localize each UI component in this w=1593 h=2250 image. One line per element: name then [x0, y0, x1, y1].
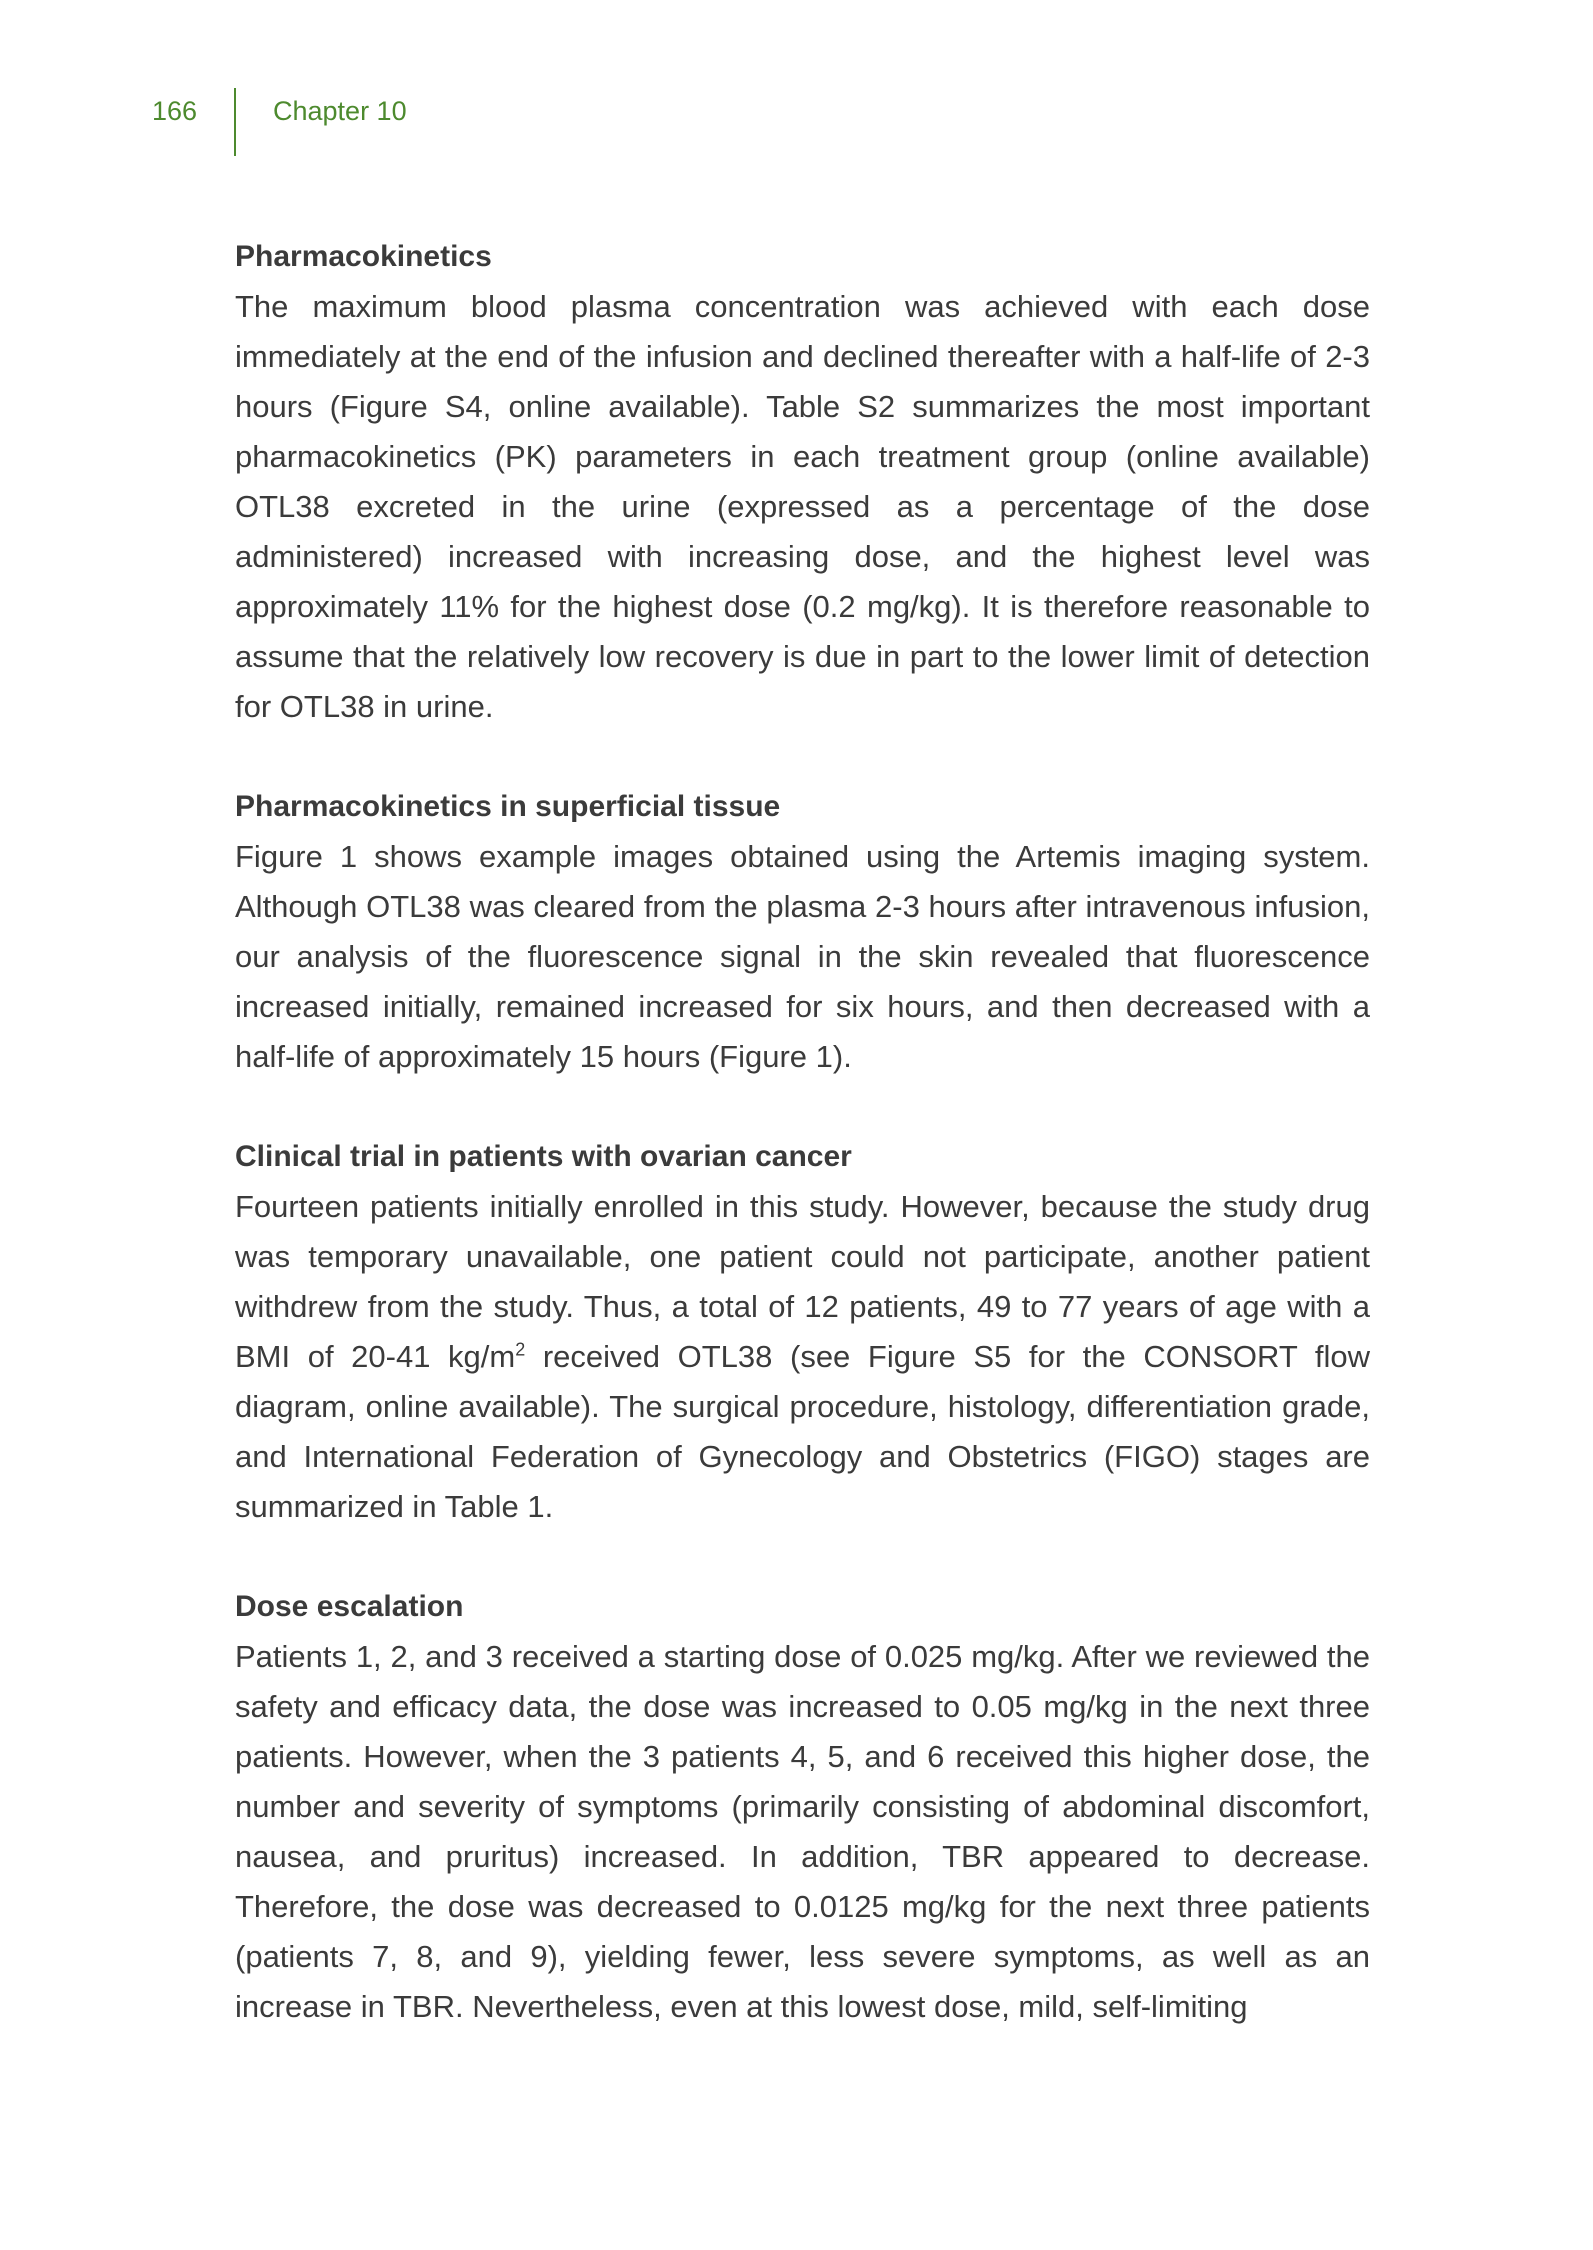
paragraph	[235, 1182, 1370, 1532]
section-clinical-trial	[235, 1132, 1370, 1532]
section-heading: Dose escalation	[235, 1590, 464, 1623]
paragraph-text: Fourteen patients initially enrolled in this study. However, because the study drug was temporary unavailable, one patient could not participate, another patient withdrew from the study. Thus, a total of 12 patients, 49 to 77 years of age with a BMI of 20-41 kg/m	[235, 1189, 1370, 1374]
paragraph-text: received OTL38 (see Figure S5 for the CONSORT flow diagram, online available). The surgical procedure, histology, differentiation grade, and International Federation of Gynecology and Obstetrics (FIGO) stages are summarized in Table 1.	[235, 1339, 1370, 1524]
section-heading: Pharmacokinetics	[235, 240, 492, 273]
section-heading: Pharmacokinetics in superficial tissue	[235, 790, 781, 823]
page-number: 166	[152, 96, 198, 126]
section-dose-escalation	[235, 1582, 1370, 2032]
body-text	[235, 232, 1370, 2082]
chapter-label: Chapter 10	[273, 96, 407, 126]
section-superficial-tissue	[235, 782, 1370, 1082]
paragraph: Patients 1, 2, and 3 received a starting dose of 0.025 mg/kg. After we reviewed the safety and efficacy data, the dose was increased to 0.05 mg/kg in the next three patients. However, when the 3 patients 4, 5, and 6 received this higher dose, the number and severity of symptoms (primarily consisting of abdominal discomfort, nausea, and pruritus) increased. In addition, TBR appeared to decrease. Therefore, the dose was decreased to 0.0125 mg/kg for the next three patients (patients 7, 8, and 9), yielding fewer, less severe symptoms, as well as an increase in TBR. Nevertheless, even at this lowest dose, mild, self-limiting	[235, 1639, 1370, 2024]
paragraph: Figure 1 shows example images obtained using the Artemis imaging system. Although OTL38 was cleared from the plasma 2-3 hours after intravenous infusion, our analysis of the fluorescence signal in the skin revealed that fluorescence increased initially, remained increased for six hours, and then decreased with a half-life of approximately 15 hours (Figure 1).	[235, 839, 1370, 1074]
superscript: 2	[515, 1339, 526, 1360]
section-pharmacokinetics	[235, 232, 1370, 732]
paragraph: The maximum blood plasma concentration was achieved with each dose immediately at the end of the infusion and declined thereafter with a half-life of 2-3 hours (Figure S4, online available). Table S2 summarizes the most important pharmacokinetics (PK) parameters in each treatment group (online available) OTL38 excreted in the urine (expressed as a percentage of the dose administered) increased with increasing dose, and the highest level was approximately 11% for the highest dose (0.2 mg/kg). It is therefore reasonable to assume that the relatively low recovery is due in part to the lower limit of detection for OTL38 in urine.	[235, 289, 1370, 724]
page-header	[0, 88, 1593, 158]
section-heading: Clinical trial in patients with ovarian cancer	[235, 1140, 852, 1173]
header-divider	[234, 88, 236, 156]
